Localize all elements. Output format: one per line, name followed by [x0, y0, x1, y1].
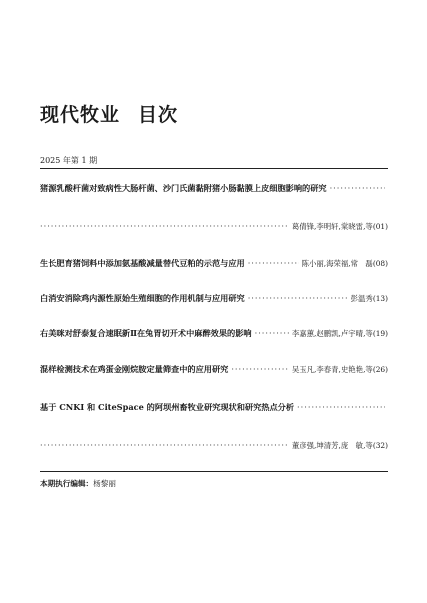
toc-entry-page: (32): [372, 441, 388, 450]
toc-entry-page: (26): [372, 365, 388, 374]
toc-entry-authors: 彭温秀: [350, 294, 373, 303]
toc-entry-title[interactable]: 白消安消除鸡内源性原始生殖细胞的作用机制与应用研究: [40, 293, 245, 303]
dot-leader: [248, 258, 299, 268]
journal-name: 现代牧业: [40, 104, 121, 126]
dot-leader: [248, 293, 348, 303]
dot-leader: [330, 183, 385, 193]
toc-entry-title[interactable]: 右美咪对舒泰复合速眠新Ⅱ在兔胃切开术中麻醉效果的影响: [40, 328, 252, 338]
bottom-divider: [40, 471, 388, 472]
toc-entry[interactable]: [40, 183, 388, 233]
toc-entry-authors: 李嘉蕙,赵鹏凯,卢宇晴,等: [291, 329, 373, 338]
section-name: 目次: [138, 104, 179, 126]
dot-leader: [297, 402, 385, 412]
toc-entry-authors: 葛倩锋,李明轩,棠晓雷,等: [291, 222, 373, 231]
toc-entry-title[interactable]: 基于 CNKI 和 CiteSpace 的阿坝州畜牧业研究现状和研究热点分析: [40, 402, 295, 412]
page-title: [40, 100, 178, 127]
toc-entry-authors: 吴玉凡,李春青,史艳艳,等: [291, 365, 373, 374]
toc-entry[interactable]: [40, 364, 388, 376]
executive-editor: [40, 478, 116, 489]
toc-entry[interactable]: [40, 293, 388, 305]
toc-entry[interactable]: [40, 402, 388, 452]
toc-entry-page: (08): [372, 259, 388, 268]
issue-label: 2025 年第 1 期: [40, 156, 98, 165]
toc-entry-page: (13): [372, 294, 388, 303]
top-divider: [40, 168, 388, 169]
dot-leader: [40, 221, 289, 231]
toc-entry-page: (01): [372, 222, 388, 231]
toc-entry-title[interactable]: 生长肥育猪饲料中添加氨基酸减量替代豆粕的示范与应用: [40, 258, 245, 268]
dot-leader: [255, 328, 289, 338]
toc-entry[interactable]: [40, 328, 388, 340]
toc-entry-title[interactable]: 猪源乳酸杆菌对致病性大肠杆菌、沙门氏菌黏附猪小肠黏膜上皮细胞影响的研究: [40, 183, 327, 193]
toc-entry-authors: 董彦强,坤清芳,庞 敏,等: [291, 441, 373, 450]
toc-entry[interactable]: [40, 258, 388, 270]
dot-leader: [231, 364, 289, 374]
dot-leader: [40, 440, 289, 450]
editor-label: 本期执行编辑：: [40, 479, 94, 488]
toc-entry-title[interactable]: 混样检测技术在鸡蛋金刚烷胺定量筛查中的应用研究: [40, 364, 229, 374]
toc-entry-page: (19): [372, 329, 388, 338]
toc-entry-authors: 陈小丽,海荣福,常 磊: [301, 259, 373, 268]
editor-name: 杨黎丽: [93, 479, 116, 488]
